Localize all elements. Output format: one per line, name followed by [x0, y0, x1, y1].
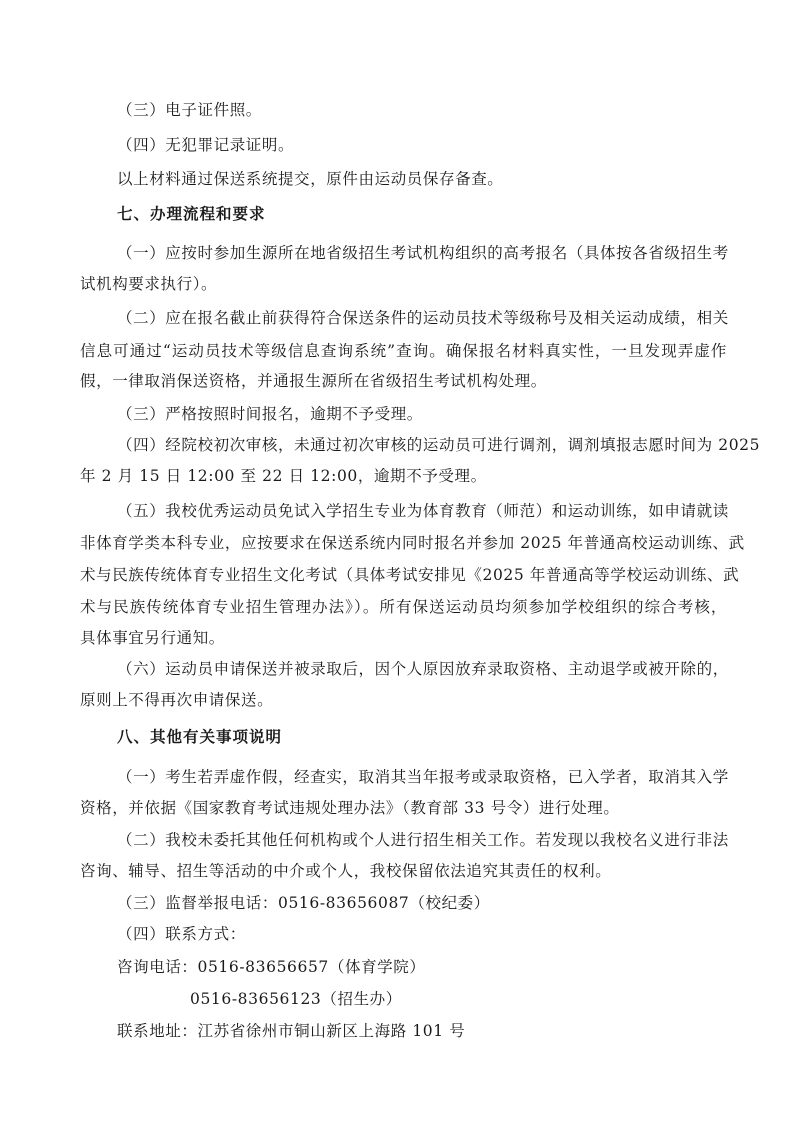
paragraph-7-2-line-3: 假，一律取消保送资格，并通报生源所在省级招生考试机构处理。: [80, 372, 547, 390]
paragraph-7-2-line-1: （二）应在报名截止前获得符合保送条件的运动员技术等级称号及相关运动成绩，相关: [117, 309, 729, 327]
paragraph-7-3: （三）严格按照时间报名，逾期不予受理。: [117, 405, 423, 423]
paragraph-7-6-line-2: 原则上不得再次申请保送。: [80, 691, 274, 709]
paragraph-7-5-line-2: 非体育学类本科专业，应按要求在保送系统内同时报名并参加 2025 年普通高校运动训练、武: [80, 534, 745, 552]
paragraph-7-1-line-1: （一）应按时参加生源所在地省级招生考试机构组织的高考报名（具体按各省级招生考: [117, 244, 729, 262]
paragraph-7-5-line-1: （五）我校优秀运动员免试入学招生专业为体育教育（师范）和运动训练，如申请就读: [117, 502, 729, 520]
paragraph-7-4-line-1: （四）经院校初次审核，未通过初次审核的运动员可进行调剂，调剂填报志愿时间为 2025: [117, 436, 761, 454]
paragraph-8-2-line-2: 咨询、辅导、招生等活动的中介或个人，我校保留依法追究其责任的权利。: [80, 862, 612, 880]
paragraph-7-5-line-3: 术与民族传统体育专业招生文化考试（具体考试安排见《2025 年普通高等学校运动训练、武: [80, 566, 740, 584]
section-heading-7: 七、办理流程和要求: [117, 205, 266, 223]
paragraph-7-5-line-4: 术与民族传统体育专业招生管理办法》）。所有保送运动员均须参加学校组织的综合考核，: [80, 598, 727, 616]
paragraph-7-4-line-2: 年 2 月 15 日 12:00 至 22 日 12:00，逾期不予受理。: [80, 467, 487, 485]
consult-phone-admissions: 0516-83656123（招生办）: [190, 990, 402, 1008]
section-heading-8: 八、其他有关事项说明: [117, 728, 283, 746]
paragraph-8-1-line-1: （一）考生若弄虚作假，经查实，取消其当年报考或录取资格，已入学者，取消其入学: [117, 768, 729, 786]
item-no-criminal-record: （四）无犯罪记录证明。: [117, 136, 295, 154]
paragraph-7-5-line-5: 具体事宜另行通知。: [80, 629, 225, 647]
paragraph-7-2-line-2: 信息可通过“运动员技术等级信息查询系统”查询。确保报名材料真实性，一旦发现弄虚作: [80, 342, 727, 360]
item-electronic-photo: （三）电子证件照。: [117, 101, 262, 119]
paragraph-7-6-line-1: （六）运动员申请保送并被录取后，因个人原因放弃录取资格、主动退学或被开除的，: [117, 660, 729, 678]
contact-heading: （四）联系方式：: [117, 925, 246, 943]
report-hotline: （三）监督举报电话：0516-83656087（校纪委）: [117, 894, 490, 912]
paragraph-8-1-line-2: 资格，并依据《国家教育考试违规处理办法》（教育部 33 号令）进行处理。: [80, 799, 620, 817]
contact-address: 联系地址：江苏省徐州市铜山新区上海路 101 号: [117, 1022, 466, 1040]
materials-note: 以上材料通过保送系统提交，原件由运动员保存备查。: [117, 170, 504, 188]
consult-phone-sports: 咨询电话：0516-83656657（体育学院）: [117, 958, 426, 976]
paragraph-7-1-line-2: 试机构要求执行）。: [80, 275, 218, 293]
paragraph-8-2-line-1: （二）我校未委托其他任何机构或个人进行招生相关工作。若发现以我校名义进行非法: [117, 831, 729, 849]
